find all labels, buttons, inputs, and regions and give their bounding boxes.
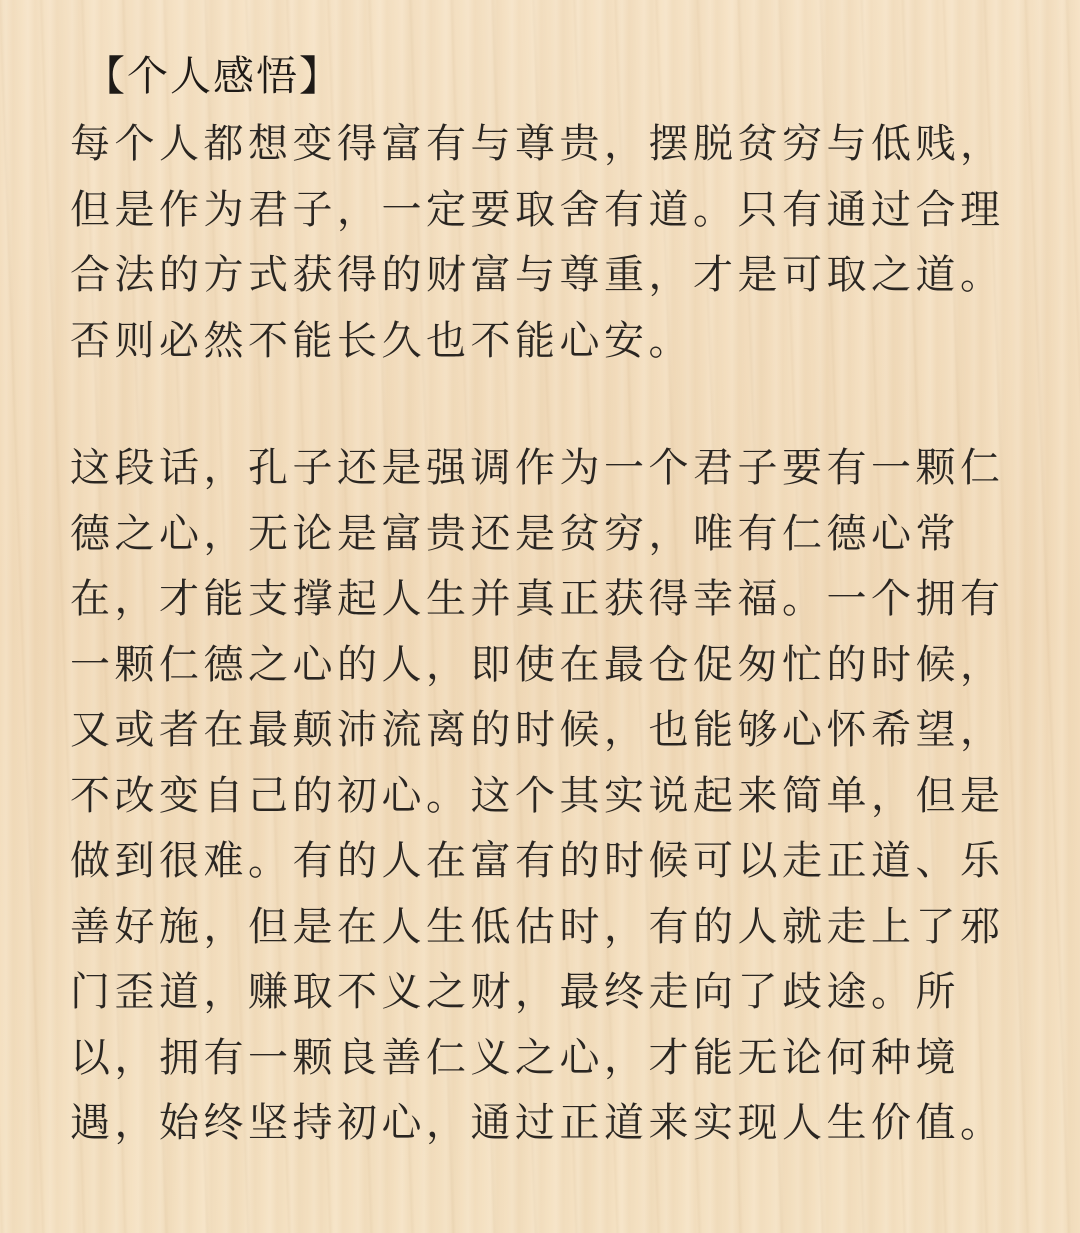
- text-line: 遇，始终坚持初心，通过正道来实现人生价值。: [70, 1100, 1005, 1146]
- text-line: 德之心，无论是富贵还是贫穷，唯有仁德心常: [70, 510, 960, 557]
- text-line: 又或者在最颠沛流离的时候，也能够心怀希望，: [70, 707, 1005, 753]
- text-line: 在，才能支撑起人生并真正获得幸福。一个拥有: [70, 576, 1005, 622]
- text-line: 一颗仁德之心的人，即使在最仓促匆忙的时候，: [70, 641, 1005, 688]
- text-line: 做到很难。有的人在富有的时候可以走正道、乐: [70, 838, 1005, 884]
- paragraph-2: [70, 436, 1030, 1157]
- text-line: 否则必然不能长久也不能心安。: [70, 317, 693, 364]
- text-line: 善好施，但是在人生低估时，有的人就走上了邪: [70, 903, 1005, 950]
- text-line: 这段话，孔子还是强调作为一个君子要有一颗仁: [70, 445, 1005, 491]
- text-line: 合法的方式获得的财富与尊重，才是可取之道。: [70, 252, 1005, 298]
- section-heading: 【个人感悟】: [84, 52, 342, 100]
- text-line: 以，拥有一颗良善仁义之心，才能无论何种境: [70, 1034, 960, 1081]
- paragraph-1: [70, 112, 1030, 374]
- text-line: 每个人都想变得富有与尊贵，摆脱贫穷与低贱，: [70, 121, 1005, 167]
- text-line: 不改变自己的初心。这个其实说起来简单，但是: [70, 772, 1005, 819]
- text-line: 但是作为君子，一定要取舍有道。只有通过合理: [70, 186, 1005, 233]
- text-line: 门歪道，赚取不义之财，最终走向了歧途。所: [70, 969, 960, 1015]
